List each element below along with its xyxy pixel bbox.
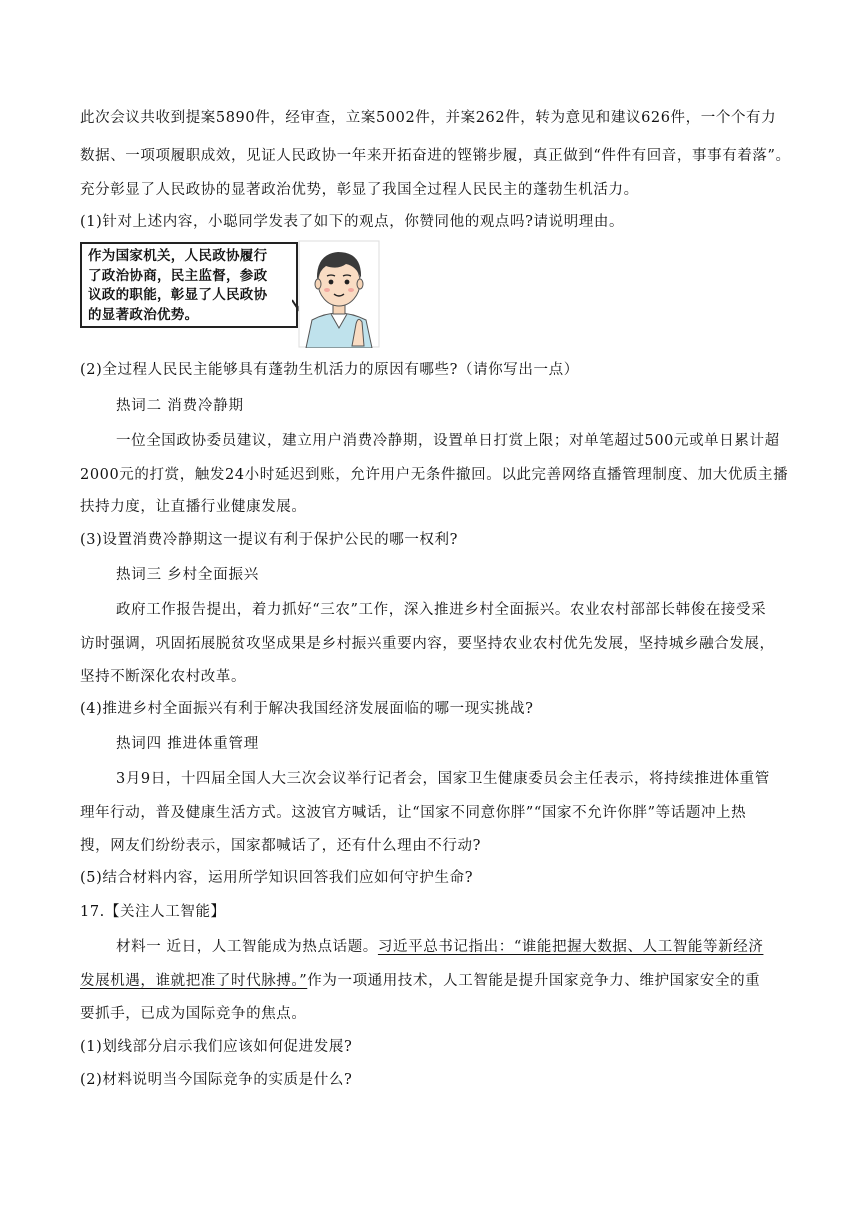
hot-word-heading: 热词二 消费冷静期 xyxy=(116,398,244,414)
bubble-line: 的显著政治优势。 xyxy=(88,306,199,323)
question-3: (3)设置消费冷静期这一提议有利于保护公民的哪一权利? xyxy=(80,532,459,548)
question-5: (5)结合材料内容，运用所学知识回答我们应如何守护生命? xyxy=(80,870,474,886)
material-line xyxy=(80,971,780,991)
material-line: 要抓手，已成为国际竞争的焦点。 xyxy=(80,1006,307,1022)
bubble-line: 作为国家机关，人民政协履行 xyxy=(88,248,268,264)
section-17-title: 17.【关注人工智能】 xyxy=(80,904,226,920)
question-2: (2)全过程人民民主能够具有蓬勃生机活力的原因有哪些?（请你写出一点） xyxy=(80,362,579,378)
material-text: 材料一 近日，人工智能成为热点话题。 xyxy=(116,939,378,955)
paragraph-line: 理年行动，普及健康生活方式。这波官方喊话，让“国家不同意你胖”“国家不允许你胖”等话题冲上热 xyxy=(80,805,747,821)
speech-bubble-figure xyxy=(80,240,380,350)
material-text: 作为一项通用技术，人工智能是提升国家竞争力、维护国家安全的重 xyxy=(307,973,761,989)
paragraph-line: 充分彰显了人民政协的显著政治优势，彰显了我国全过程人民民主的蓬勃生机活力。 xyxy=(80,182,639,198)
paragraph-line: 2000元的打赏，触发24小时延迟到账，允许用户无条件撤回。以此完善网络直播管理制度、加大优质主播 xyxy=(80,467,789,483)
paragraph-line: 政府工作报告提出，着力抓好“三农”工作，深入推进乡村全面振兴。农业农村部部长韩俊在接受采 xyxy=(116,602,767,618)
paragraph-line: 数据、一项项履职成效，见证人民政协一年来开拓奋进的铿锵步履，真正做到“件件有回音，事事有着落”。 xyxy=(80,148,791,164)
hot-word-heading: 热词四 推进体重管理 xyxy=(116,736,260,752)
paragraph-line: 此次会议共收到提案5890件，经审查，立案5002件，并案262件，转为意见和建议626件，一个个有力 xyxy=(80,110,777,126)
paragraph-line: 访时强调，巩固拓展脱贫攻坚成果是乡村振兴重要内容，要坚持农业农村优先发展，坚持城乡融合发展， xyxy=(80,636,775,652)
material-line xyxy=(116,937,816,957)
hot-word-heading: 热词三 乡村全面振兴 xyxy=(116,567,260,583)
question-17-1: (1)划线部分启示我们应该如何促进发展? xyxy=(80,1039,353,1055)
bubble-line: 了政治协商，民主监督，参政 xyxy=(88,267,268,284)
bubble-line: 议政的职能，彰显了人民政协 xyxy=(88,287,268,303)
question-4: (4)推进乡村全面振兴有利于解决我国经济发展面临的哪一现实挑战? xyxy=(80,701,534,717)
question-1: (1)针对上述内容，小聪同学发表了如下的观点，你赞同他的观点吗?请说明理由。 xyxy=(80,214,625,230)
question-17-2: (2)材料说明当今国际竞争的实质是什么? xyxy=(80,1072,353,1088)
student-cartoon-icon xyxy=(298,240,380,348)
paragraph-line: 坚持不断深化农村改革。 xyxy=(80,669,247,685)
paragraph-line: 一位全国政协委员建议，建立用户消费冷静期，设置单日打赏上限；对单笔超过500元或单日累计超 xyxy=(116,433,780,449)
paragraph-line: 搜，网友们纷纷表示，国家都喊话了，还有什么理由不行动? xyxy=(80,838,481,854)
underlined-quote: 习近平总书记指出：“谁能把握大数据、人工智能等新经济 xyxy=(377,939,764,955)
speech-bubble xyxy=(80,242,298,328)
underlined-quote: 发展机遇，谁就把准了时代脉搏。” xyxy=(80,973,308,989)
paragraph-line: 扶持力度，让直播行业健康发展。 xyxy=(80,499,307,515)
paragraph-line: 3月9日，十四届全国人大三次会议举行记者会，国家卫生健康委员会主任表示，将持续推进体重管 xyxy=(116,771,770,787)
